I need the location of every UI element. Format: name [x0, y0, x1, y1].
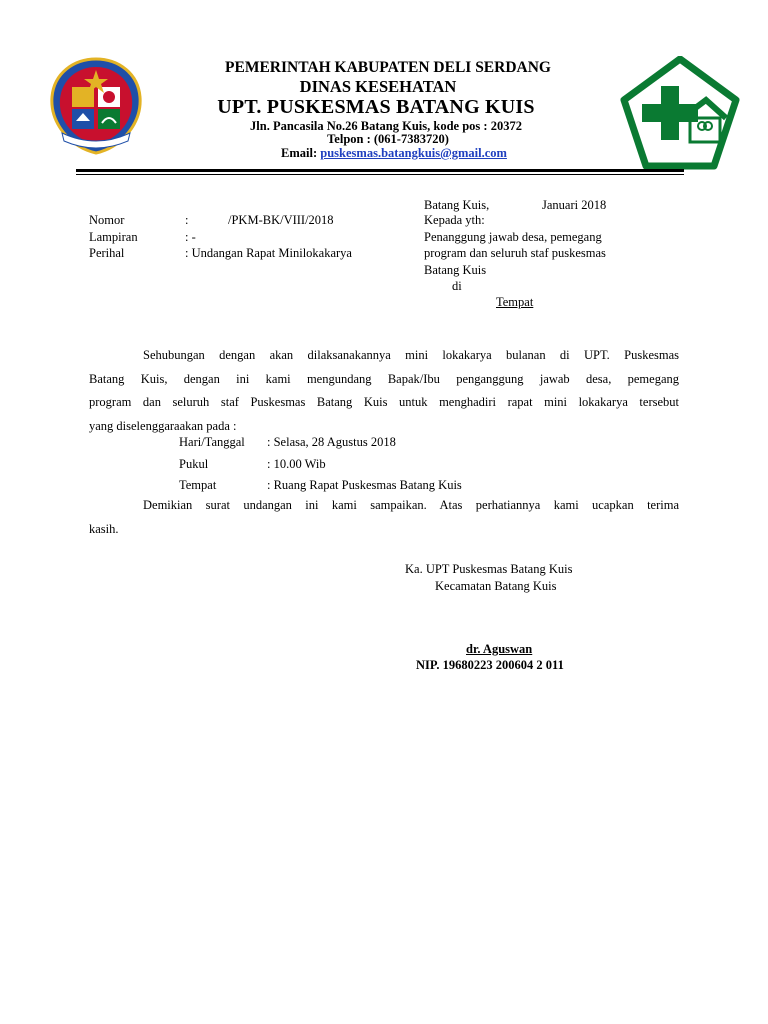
- perihal-value: : Undangan Rapat Minilokakarya: [185, 246, 352, 260]
- detail-value-place: : Ruang Rapat Puskesmas Batang Kuis: [267, 478, 462, 492]
- paragraph-line: Batang Kuis, dengan ini kami mengundang Bapak/Ibu penganggung jawab desa, pemegang: [89, 371, 679, 386]
- paragraph-line: program dan seluruh staf Puskesmas Batang Kuis untuk menghadiri rapat mini lokakarya tersebut: [89, 395, 679, 410]
- detail-label-date: Hari/Tanggal: [179, 435, 245, 449]
- paragraph-line: yang diselenggaraakan pada :: [89, 419, 237, 434]
- header-divider-thick: [76, 169, 684, 172]
- signatory-name: dr. Aguswan: [466, 642, 533, 656]
- place-name: Batang Kuis,: [424, 198, 490, 212]
- paragraph-line: Demikian surat undangan ini kami sampaikan. Atas perhatiannya kami ucapkan terima: [143, 498, 679, 512]
- recipient-line-1: Penanggung jawab desa, pemegang: [424, 230, 602, 244]
- detail-value-time: : 10.00 Wib: [267, 457, 326, 471]
- nomor-colon: :: [185, 213, 189, 227]
- perihal-label: Perihal: [89, 246, 125, 260]
- header-department: DINAS KESEHATAN: [299, 77, 457, 96]
- paragraph-line: kasih.: [89, 521, 119, 536]
- header-government: PEMERINTAH KABUPATEN DELI SERDANG: [225, 59, 551, 76]
- signatory-nip: NIP. 19680223 200604 2 011: [416, 658, 564, 672]
- paragraph-line: Sehubungan dengan akan dilaksanakannya mini lokakarya bulanan di UPT. Puskesmas: [143, 348, 679, 362]
- recipient-di: di: [452, 279, 462, 293]
- signature-title-2: Kecamatan Batang Kuis: [435, 579, 557, 593]
- letter-date: Januari 2018: [542, 198, 607, 212]
- signature-title-1: Ka. UPT Puskesmas Batang Kuis: [405, 562, 573, 576]
- recipient-line-3: Batang Kuis: [424, 263, 487, 277]
- lampiran-value: : -: [185, 230, 196, 244]
- nomor-value: /PKM-BK/VIII/2018: [228, 213, 334, 227]
- header-institution: UPT. PUSKESMAS BATANG KUIS: [217, 96, 535, 118]
- detail-value-date: : Selasa, 28 Agustus 2018: [267, 435, 396, 449]
- recipient-line-2: program dan seluruh staf puskesmas: [424, 246, 606, 260]
- lampiran-label: Lampiran: [89, 230, 138, 244]
- header-phone: Telpon : (061-7383720): [327, 132, 449, 146]
- header-address: Jln. Pancasila No.26 Batang Kuis, kode pos : 20372: [250, 119, 522, 133]
- recipient-place: Tempat: [496, 295, 534, 309]
- header-divider-thin: [76, 174, 684, 175]
- addressee-label: Kepada yth:: [424, 213, 485, 227]
- header-email-label: Email:: [281, 146, 318, 160]
- nomor-label: Nomor: [89, 213, 125, 227]
- header-email-line: [10, 146, 768, 161]
- header-email-link[interactable]: puskesmas.batangkuis@gmail.com: [320, 146, 507, 160]
- detail-label-place: Tempat: [179, 478, 217, 492]
- body-paragraph-1: [89, 344, 679, 439]
- body-paragraph-2: [89, 494, 679, 541]
- detail-label-time: Pukul: [179, 457, 209, 471]
